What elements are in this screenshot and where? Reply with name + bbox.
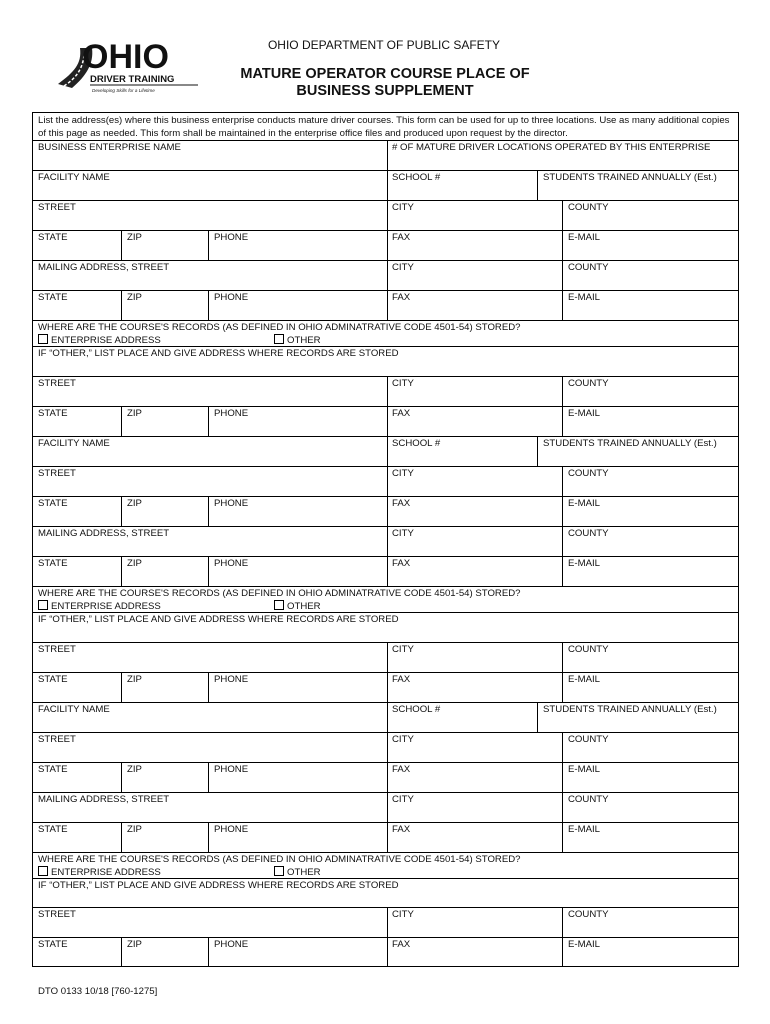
phone-field[interactable]: PHONE xyxy=(214,939,249,950)
email-field[interactable]: E-MAIL xyxy=(568,674,600,685)
state-field[interactable]: STATE xyxy=(38,408,68,419)
other-checkbox[interactable]: OTHER xyxy=(274,866,321,878)
zip-field[interactable]: ZIP xyxy=(127,558,142,569)
city-field[interactable]: CITY xyxy=(392,202,414,213)
zip-field[interactable]: ZIP xyxy=(127,408,142,419)
state-field[interactable]: STATE xyxy=(38,824,68,835)
enterprise-name-field[interactable]: BUSINESS ENTERPRISE NAME xyxy=(38,142,181,153)
students-trained-field[interactable]: STUDENTS TRAINED ANNUALLY (Est.) xyxy=(543,172,717,183)
email-field[interactable]: E-MAIL xyxy=(568,498,600,509)
intro-text: List the address(es) where this business enterprise conducts mature driver courses. This form can be used for up to three locations. Use as many additional copies of this page as needed. This form shall be maintained in the enterprise office files and produced upon request by the director. xyxy=(38,115,730,139)
city-field[interactable]: CITY xyxy=(392,262,414,273)
other-instruction-field[interactable]: IF “OTHER,” LIST PLACE AND GIVE ADDRESS WHERE RECORDS ARE STORED xyxy=(38,880,399,891)
logo-sub: DRIVER TRAINING xyxy=(90,74,175,85)
city-field[interactable]: CITY xyxy=(392,734,414,745)
school-number-field[interactable]: SCHOOL # xyxy=(392,704,441,715)
logo-tagline: Developing Skills for a Lifetime xyxy=(92,88,155,93)
fax-field[interactable]: FAX xyxy=(392,674,411,685)
county-field[interactable]: COUNTY xyxy=(568,378,609,389)
phone-field[interactable]: PHONE xyxy=(214,558,249,569)
fax-field[interactable]: FAX xyxy=(392,232,411,243)
other-checkbox[interactable]: OTHER xyxy=(274,600,321,612)
city-field[interactable]: CITY xyxy=(392,378,414,389)
county-field[interactable]: COUNTY xyxy=(568,202,609,213)
email-field[interactable]: E-MAIL xyxy=(568,408,600,419)
county-field[interactable]: COUNTY xyxy=(568,734,609,745)
facility-name-field[interactable]: FACILITY NAME xyxy=(38,438,110,449)
zip-field[interactable]: ZIP xyxy=(127,498,142,509)
email-field[interactable]: E-MAIL xyxy=(568,939,600,950)
county-field[interactable]: COUNTY xyxy=(568,468,609,479)
phone-field[interactable]: PHONE xyxy=(214,232,249,243)
zip-field[interactable]: ZIP xyxy=(127,674,142,685)
city-field[interactable]: CITY xyxy=(392,909,414,920)
phone-field[interactable]: PHONE xyxy=(214,498,249,509)
state-field[interactable]: STATE xyxy=(38,232,68,243)
form-number: DTO 0133 10/18 [760-1275] xyxy=(38,986,158,997)
email-field[interactable]: E-MAIL xyxy=(568,232,600,243)
enterprise-address-checkbox[interactable]: ENTERPRISE ADDRESS xyxy=(38,866,161,878)
fax-field[interactable]: FAX xyxy=(392,408,411,419)
zip-field[interactable]: ZIP xyxy=(127,764,142,775)
street-field[interactable]: STREET xyxy=(38,468,76,479)
fax-field[interactable]: FAX xyxy=(392,824,411,835)
email-field[interactable]: E-MAIL xyxy=(568,764,600,775)
state-field[interactable]: STATE xyxy=(38,558,68,569)
checkbox-icon xyxy=(38,600,48,610)
form-title: MATURE OPERATOR COURSE PLACE OF BUSINESS SUPPLEMENT xyxy=(240,66,530,99)
street-field[interactable]: STREET xyxy=(38,909,76,920)
city-field[interactable]: CITY xyxy=(392,468,414,479)
zip-field[interactable]: ZIP xyxy=(127,232,142,243)
records-question: WHERE ARE THE COURSE'S RECORDS (AS DEFINED IN OHIO ADMINATRATIVE CODE 4501-54) STORED? xyxy=(38,854,521,865)
county-field[interactable]: COUNTY xyxy=(568,262,609,273)
records-question: WHERE ARE THE COURSE'S RECORDS (AS DEFINED IN OHIO ADMINATRATIVE CODE 4501-54) STORED? xyxy=(38,588,521,599)
city-field[interactable]: CITY xyxy=(392,644,414,655)
fax-field[interactable]: FAX xyxy=(392,939,411,950)
phone-field[interactable]: PHONE xyxy=(214,764,249,775)
phone-field[interactable]: PHONE xyxy=(214,292,249,303)
state-field[interactable]: STATE xyxy=(38,939,68,950)
county-field[interactable]: COUNTY xyxy=(568,644,609,655)
phone-field[interactable]: PHONE xyxy=(214,824,249,835)
other-instruction-field[interactable]: IF “OTHER,” LIST PLACE AND GIVE ADDRESS WHERE RECORDS ARE STORED xyxy=(38,614,399,625)
facility-name-field[interactable]: FACILITY NAME xyxy=(38,704,110,715)
street-field[interactable]: STREET xyxy=(38,378,76,389)
city-field[interactable]: CITY xyxy=(392,528,414,539)
city-field[interactable]: CITY xyxy=(392,794,414,805)
other-checkbox[interactable]: OTHER xyxy=(274,334,321,346)
county-field[interactable]: COUNTY xyxy=(568,909,609,920)
street-field[interactable]: STREET xyxy=(38,734,76,745)
enterprise-address-checkbox[interactable]: ENTERPRISE ADDRESS xyxy=(38,334,161,346)
state-field[interactable]: STATE xyxy=(38,674,68,685)
school-number-field[interactable]: SCHOOL # xyxy=(392,438,441,449)
other-instruction-field[interactable]: IF “OTHER,” LIST PLACE AND GIVE ADDRESS WHERE RECORDS ARE STORED xyxy=(38,348,399,359)
phone-field[interactable]: PHONE xyxy=(214,408,249,419)
ohio-driver-training-logo xyxy=(52,34,202,96)
checkbox-icon xyxy=(274,600,284,610)
facility-name-field[interactable]: FACILITY NAME xyxy=(38,172,110,183)
email-field[interactable]: E-MAIL xyxy=(568,292,600,303)
school-number-field[interactable]: SCHOOL # xyxy=(392,172,441,183)
row-divider xyxy=(32,140,739,141)
zip-field[interactable]: ZIP xyxy=(127,292,142,303)
zip-field[interactable]: ZIP xyxy=(127,939,142,950)
phone-field[interactable]: PHONE xyxy=(214,674,249,685)
locations-count-field[interactable]: # OF MATURE DRIVER LOCATIONS OPERATED BY THIS ENTERPRISE xyxy=(392,142,711,153)
email-field[interactable]: E-MAIL xyxy=(568,824,600,835)
checkbox-icon xyxy=(274,866,284,876)
checkbox-icon xyxy=(38,866,48,876)
fax-field[interactable]: FAX xyxy=(392,292,411,303)
fax-field[interactable]: FAX xyxy=(392,558,411,569)
street-field[interactable]: STREET xyxy=(38,202,76,213)
fax-field[interactable]: FAX xyxy=(392,764,411,775)
students-trained-field[interactable]: STUDENTS TRAINED ANNUALLY (Est.) xyxy=(543,438,717,449)
email-field[interactable]: E-MAIL xyxy=(568,558,600,569)
mailing-street-field[interactable]: MAILING ADDRESS, STREET xyxy=(38,794,170,805)
state-field[interactable]: STATE xyxy=(38,498,68,509)
mailing-street-field[interactable]: MAILING ADDRESS, STREET xyxy=(38,262,170,273)
state-field[interactable]: STATE xyxy=(38,764,68,775)
fax-field[interactable]: FAX xyxy=(392,498,411,509)
logo-word: OHIO xyxy=(82,38,169,76)
state-field[interactable]: STATE xyxy=(38,292,68,303)
checkbox-icon xyxy=(38,334,48,344)
enterprise-address-checkbox[interactable]: ENTERPRISE ADDRESS xyxy=(38,600,161,612)
students-trained-field[interactable]: STUDENTS TRAINED ANNUALLY (Est.) xyxy=(543,704,717,715)
county-field[interactable]: COUNTY xyxy=(568,528,609,539)
county-field[interactable]: COUNTY xyxy=(568,794,609,805)
records-question: WHERE ARE THE COURSE'S RECORDS (AS DEFINED IN OHIO ADMINATRATIVE CODE 4501-54) STORED? xyxy=(38,322,521,333)
department-name: OHIO DEPARTMENT OF PUBLIC SAFETY xyxy=(267,38,501,52)
zip-field[interactable]: ZIP xyxy=(127,824,142,835)
mailing-street-field[interactable]: MAILING ADDRESS, STREET xyxy=(38,528,170,539)
street-field[interactable]: STREET xyxy=(38,644,76,655)
checkbox-icon xyxy=(274,334,284,344)
